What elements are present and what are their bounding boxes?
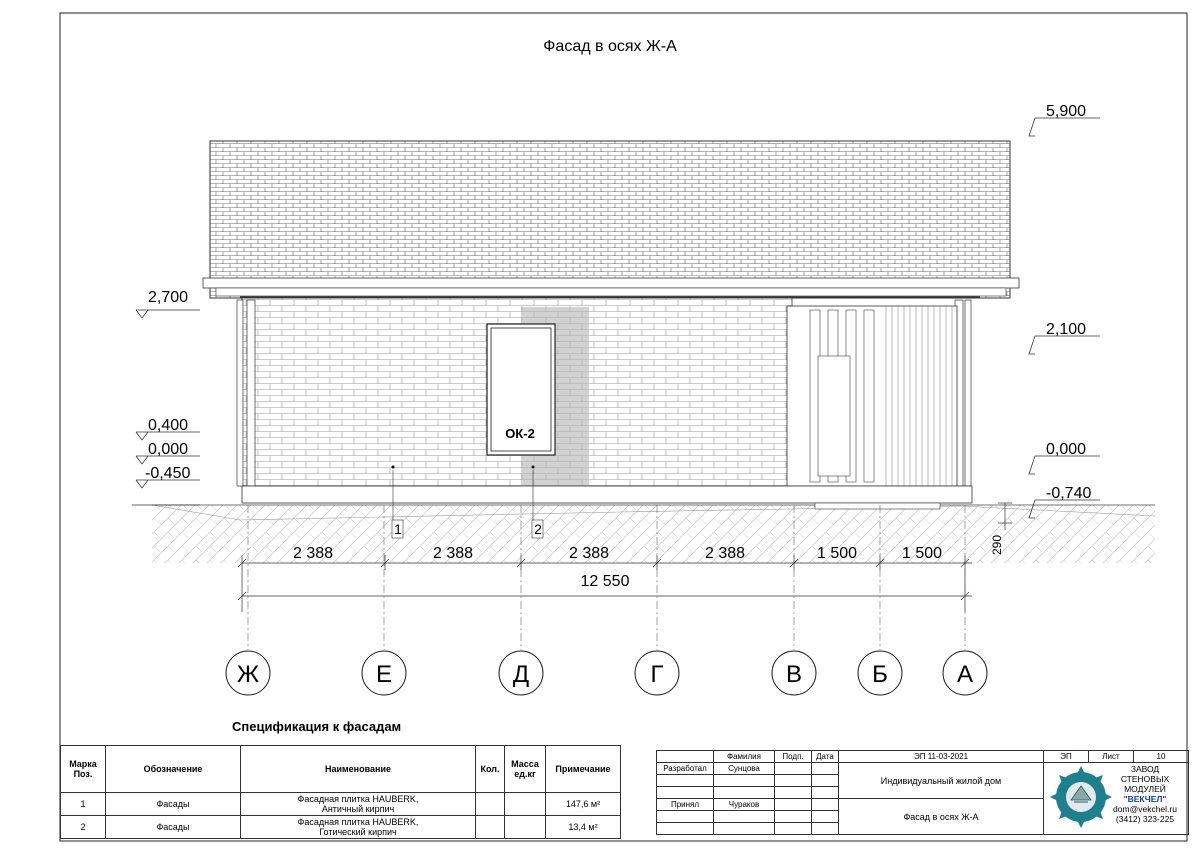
stamp-header: Подп. xyxy=(775,751,812,763)
stamp-name: Чураков xyxy=(714,799,775,811)
spec-header-name: Наименование xyxy=(241,746,476,793)
elev-ridge: 5,900 xyxy=(1046,103,1087,120)
axis-g: Г xyxy=(650,661,664,688)
axis-e: Е xyxy=(375,661,393,688)
company-line: ЗАВОД xyxy=(1130,764,1160,774)
stamp-code: ЭП 11-03-2021 xyxy=(839,751,1044,763)
stamp-label: Принял xyxy=(657,799,714,811)
stamp-header: Фамилия xyxy=(714,751,775,763)
entrance-door xyxy=(818,356,850,476)
spec-name-line: Античный кирпич xyxy=(321,804,395,814)
company-info xyxy=(1105,764,1185,824)
axis-v: В xyxy=(785,661,803,688)
spec-cell: Фасады xyxy=(106,816,241,839)
position-marker-2: 2 xyxy=(534,521,542,537)
axis-b: Б xyxy=(872,661,888,688)
spec-cell: 1 xyxy=(61,793,106,816)
spec-table xyxy=(60,745,621,839)
spec-cell: 147,6 м² xyxy=(546,793,621,816)
spec-cell: 2 xyxy=(61,816,106,839)
spec-title: Спецификация к фасадам xyxy=(232,719,402,734)
spec-cell xyxy=(476,793,505,816)
elev-plinth-top: 0,400 xyxy=(148,417,189,434)
stamp-name: Сунцова xyxy=(714,763,775,775)
dimension-5: 1 500 xyxy=(816,545,858,562)
stamp-label: Разработал xyxy=(657,763,714,775)
axis-d: Д xyxy=(512,661,530,688)
stamp-sheet-label: Лист xyxy=(1089,751,1134,763)
spec-cell xyxy=(505,816,546,839)
plinth xyxy=(242,486,972,503)
spec-header-mark: Марка Поз. xyxy=(61,746,106,793)
elev-ground-right: -0,740 xyxy=(1046,485,1092,502)
spec-cell: 13,4 м² xyxy=(546,816,621,839)
page-title: Фасад в осях Ж-А xyxy=(543,38,677,55)
axis-zh: Ж xyxy=(236,661,260,688)
elev-eave-left: 2,700 xyxy=(148,289,189,306)
stamp-sheet-number: 10 xyxy=(1134,751,1189,763)
dimension-4: 2 388 xyxy=(704,545,746,562)
spec-cell: Фасады xyxy=(106,793,241,816)
stamp-stage: ЭП xyxy=(1044,751,1089,763)
stamp-sheet-title: Фасад в осях Ж-А xyxy=(839,799,1044,835)
dimension-1: 2 388 xyxy=(292,545,334,562)
spec-cell xyxy=(241,793,476,816)
table-row xyxy=(61,793,621,816)
spec-name-line: Фасадная плитка HAUBERK, xyxy=(297,817,419,827)
spec-cell xyxy=(505,793,546,816)
spec-cell xyxy=(476,816,505,839)
table-row xyxy=(61,816,621,839)
spec-header-mass: Масса ед.кг xyxy=(505,746,546,793)
spec-header-note: Примечание xyxy=(546,746,621,793)
spec-name-line: Фасадная плитка HAUBERK, xyxy=(297,794,419,804)
axis-a: А xyxy=(956,661,974,688)
spec-header-qty: Кол. xyxy=(476,746,505,793)
company-phone: (3412) 323-225 xyxy=(1115,814,1175,824)
dimension-6: 1 500 xyxy=(901,545,943,562)
elev-zero-left: 0,000 xyxy=(148,441,189,458)
stamp-header: Дата xyxy=(812,751,839,763)
company-line: СТЕНОВЫХ xyxy=(1120,774,1170,784)
roof xyxy=(210,141,1010,298)
elev-zero-right: 0,000 xyxy=(1046,441,1087,458)
total-dimension: 12 550 xyxy=(580,573,630,590)
dimension-2: 2 388 xyxy=(432,545,474,562)
spec-name-line: Готический кирпич xyxy=(319,827,397,837)
position-marker-1: 1 xyxy=(394,521,402,537)
side-dimension: 290 xyxy=(990,534,1004,555)
elev-top-right: 2,100 xyxy=(1046,321,1087,338)
company-name: "ВЕКЧЕЛ" xyxy=(1123,794,1167,804)
company-email: dom@vekchel.ru xyxy=(1113,804,1177,814)
window-label: ОК-2 xyxy=(505,426,535,441)
spec-cell xyxy=(241,816,476,839)
stamp-project: Индивидуальный жилой дом xyxy=(839,763,1044,799)
elev-ground-left: -0,450 xyxy=(145,465,191,482)
dimension-3: 2 388 xyxy=(568,545,610,562)
spec-header-designation: Обозначение xyxy=(106,746,241,793)
company-line: МОДУЛЕЙ xyxy=(1124,784,1166,794)
